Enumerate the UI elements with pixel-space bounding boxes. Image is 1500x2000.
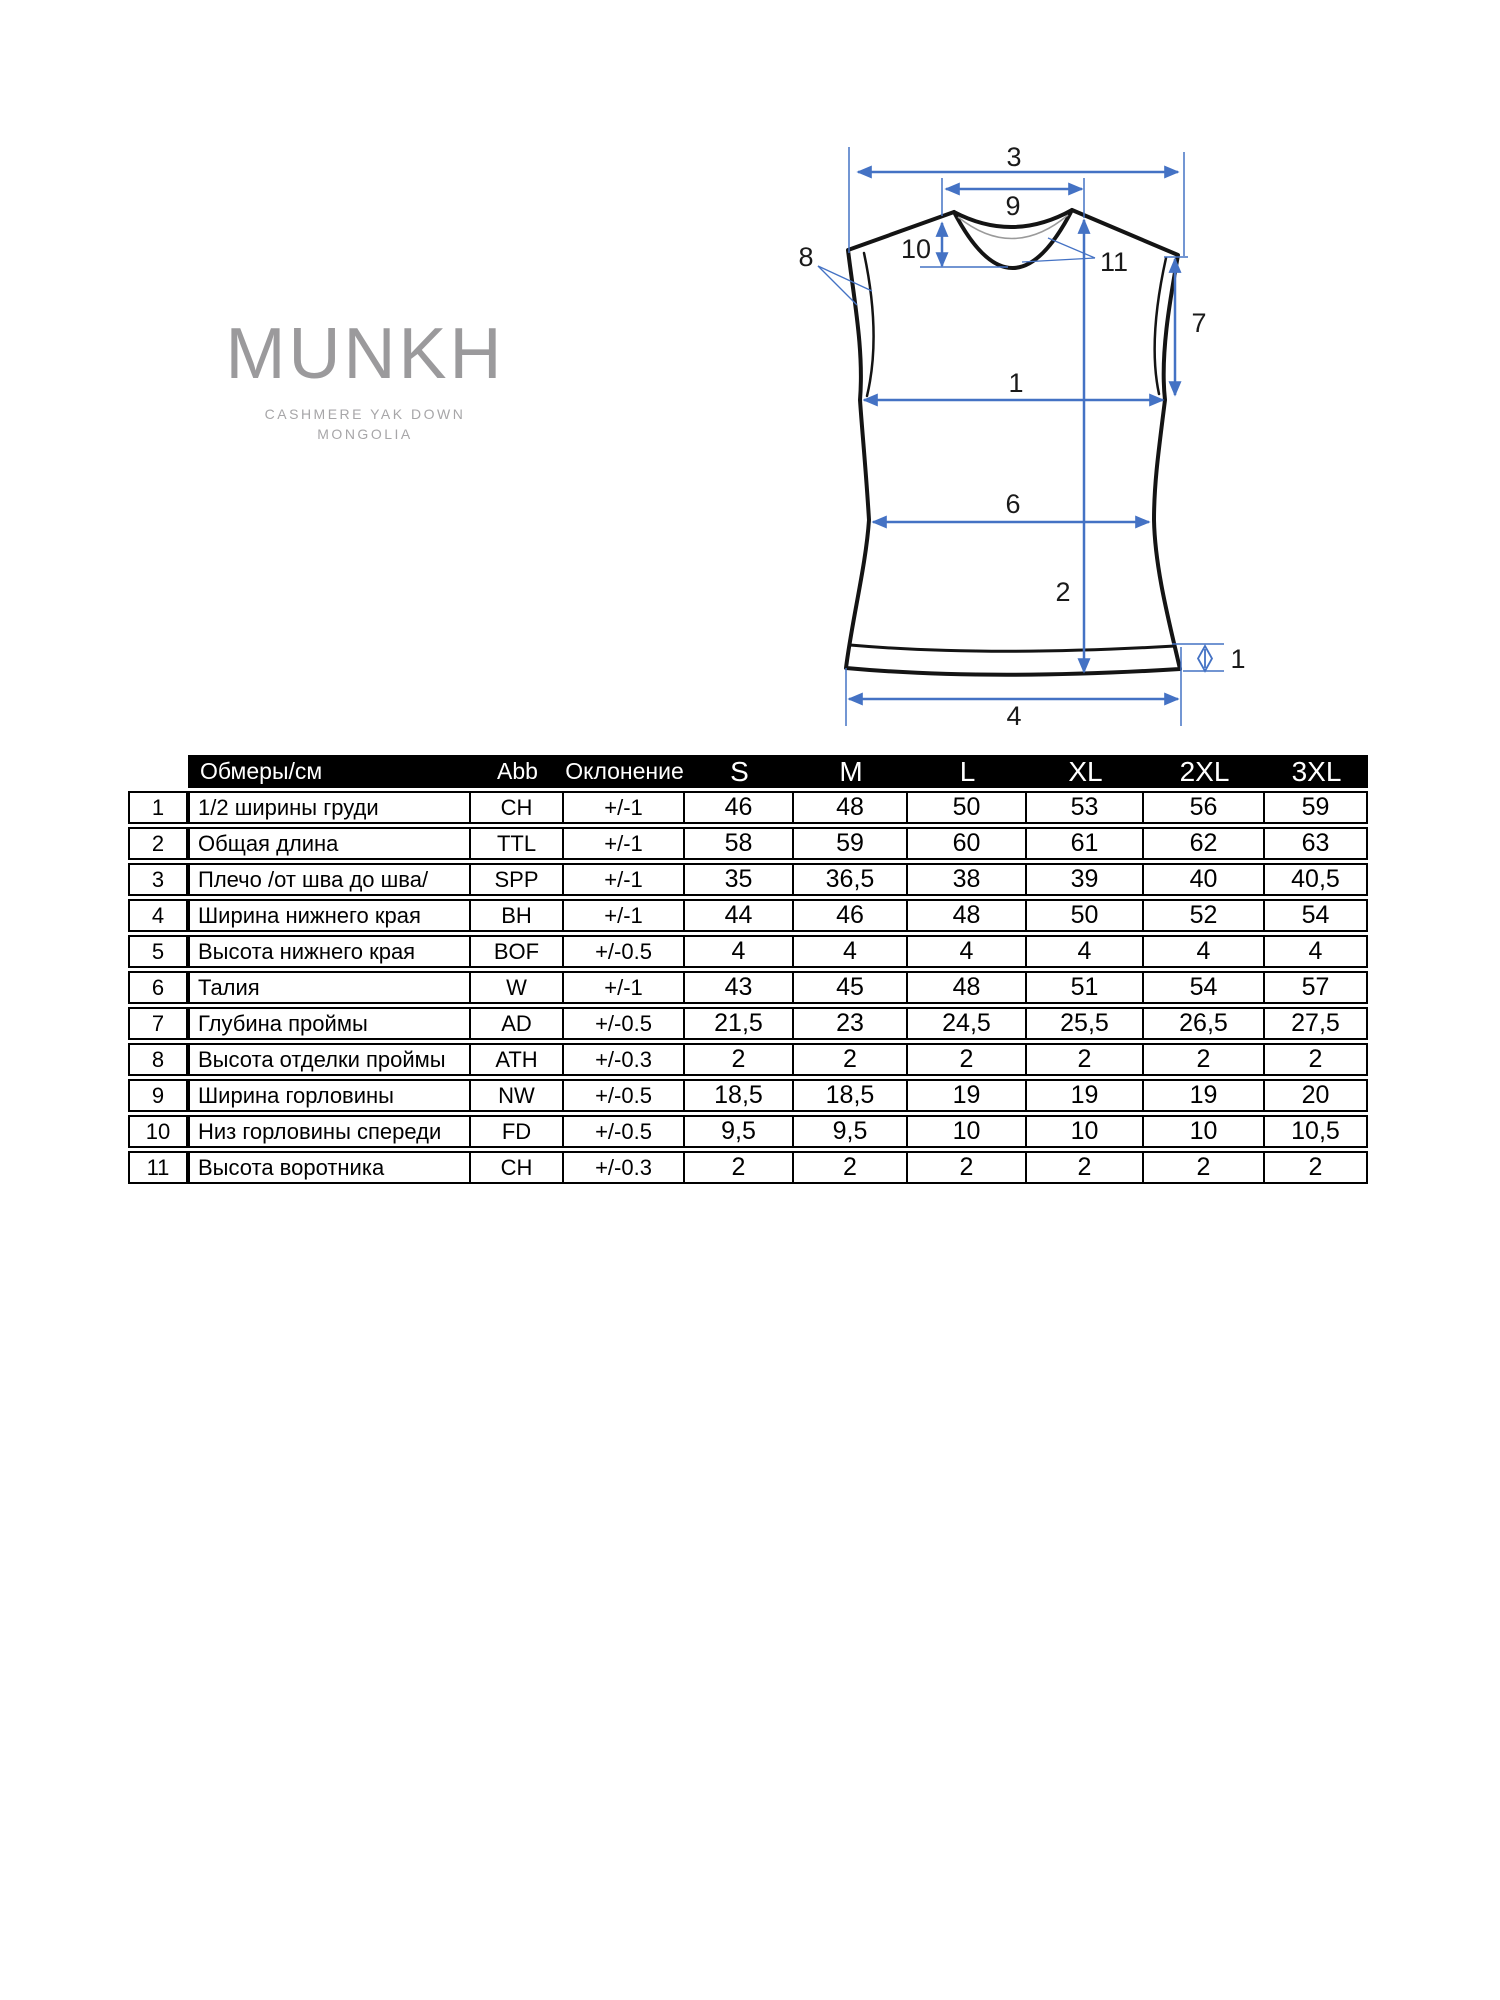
abbreviation-cell: AD (471, 1007, 564, 1040)
value-cell-l: 4 (908, 935, 1027, 968)
header-size-2xl: 2XL (1144, 755, 1265, 788)
label-chest-width: 1 (1008, 368, 1024, 398)
value-cell-m: 36,5 (794, 863, 908, 896)
value-cell-3xl: 10,5 (1265, 1115, 1368, 1148)
size-table (128, 752, 1368, 1187)
value-cell-3xl: 2 (1265, 1043, 1368, 1076)
abbreviation-cell: BOF (471, 935, 564, 968)
tolerance-cell: +/-1 (564, 863, 685, 896)
abbreviation-cell: ATH (471, 1043, 564, 1076)
measure-name-cell: Высота отделки проймы (188, 1043, 471, 1076)
value-cell-l: 24,5 (908, 1007, 1027, 1040)
row-number-cell: 2 (128, 827, 188, 860)
value-cell-3xl: 27,5 (1265, 1007, 1368, 1040)
value-cell-m: 45 (794, 971, 908, 1004)
value-cell-3xl: 4 (1265, 935, 1368, 968)
label-total-length: 2 (1055, 577, 1071, 607)
abbreviation-cell: NW (471, 1079, 564, 1112)
tolerance-cell: +/-0.3 (564, 1151, 685, 1184)
value-cell-l: 10 (908, 1115, 1027, 1148)
value-cell-s: 4 (685, 935, 794, 968)
value-cell-m: 23 (794, 1007, 908, 1040)
measure-name-cell: Высота воротника (188, 1151, 471, 1184)
table-row (128, 1079, 1368, 1112)
value-cell-2xl: 56 (1144, 791, 1265, 824)
value-cell-3xl: 2 (1265, 1151, 1368, 1184)
table-row (128, 1007, 1368, 1040)
value-cell-s: 2 (685, 1151, 794, 1184)
measure-name-cell: Общая длина (188, 827, 471, 860)
brand-block (200, 314, 530, 445)
table-row (128, 791, 1368, 824)
tolerance-cell: +/-0.5 (564, 1007, 685, 1040)
label-armhole-trim: 8 (798, 242, 814, 272)
tolerance-cell: +/-1 (564, 971, 685, 1004)
measure-name-cell: Ширина горловины (188, 1079, 471, 1112)
value-cell-m: 4 (794, 935, 908, 968)
value-cell-l: 38 (908, 863, 1027, 896)
value-cell-s: 43 (685, 971, 794, 1004)
label-bottom-width: 4 (1006, 701, 1022, 731)
measure-name-cell: Талия (188, 971, 471, 1004)
measure-name-cell: Плечо /от шва до шва/ (188, 863, 471, 896)
value-cell-xl: 53 (1027, 791, 1144, 824)
tolerance-cell: +/-0.5 (564, 1079, 685, 1112)
value-cell-3xl: 54 (1265, 899, 1368, 932)
row-number-cell: 1 (128, 791, 188, 824)
value-cell-2xl: 4 (1144, 935, 1265, 968)
value-cell-s: 21,5 (685, 1007, 794, 1040)
label-bottom-band-height: 1 (1230, 644, 1246, 674)
garment-silhouette (846, 210, 1180, 675)
table-row (128, 1043, 1368, 1076)
row-number-cell: 11 (128, 1151, 188, 1184)
tolerance-cell: +/-1 (564, 827, 685, 860)
value-cell-2xl: 40 (1144, 863, 1265, 896)
tolerance-cell: +/-0.3 (564, 1043, 685, 1076)
row-number-cell: 10 (128, 1115, 188, 1148)
value-cell-2xl: 10 (1144, 1115, 1265, 1148)
brand-tagline-line2: MONGOLIA (317, 426, 413, 443)
value-cell-s: 44 (685, 899, 794, 932)
value-cell-s: 46 (685, 791, 794, 824)
value-cell-m: 18,5 (794, 1079, 908, 1112)
value-cell-3xl: 20 (1265, 1079, 1368, 1112)
table-row (128, 1115, 1368, 1148)
value-cell-3xl: 57 (1265, 971, 1368, 1004)
value-cell-xl: 2 (1027, 1151, 1144, 1184)
table-row (128, 1151, 1368, 1184)
garment-diagram (780, 100, 1270, 750)
value-cell-3xl: 63 (1265, 827, 1368, 860)
value-cell-3xl: 40,5 (1265, 863, 1368, 896)
header-size-m: M (794, 755, 908, 788)
size-table-body (128, 791, 1368, 1184)
brand-tagline (200, 404, 530, 445)
abbreviation-cell: CH (471, 791, 564, 824)
header-size-3xl: 3XL (1265, 755, 1368, 788)
row-number-cell: 8 (128, 1043, 188, 1076)
label-front-neck-drop: 10 (900, 234, 932, 264)
header-size-xl: XL (1027, 755, 1144, 788)
value-cell-l: 50 (908, 791, 1027, 824)
abbreviation-cell: FD (471, 1115, 564, 1148)
value-cell-l: 19 (908, 1079, 1027, 1112)
value-cell-m: 59 (794, 827, 908, 860)
abbreviation-cell: CH (471, 1151, 564, 1184)
row-number-cell: 4 (128, 899, 188, 932)
value-cell-l: 2 (908, 1043, 1027, 1076)
header-size-l: L (908, 755, 1027, 788)
tolerance-cell: +/-0.5 (564, 935, 685, 968)
header-size-s: S (685, 755, 794, 788)
abbreviation-cell: SPP (471, 863, 564, 896)
value-cell-l: 60 (908, 827, 1027, 860)
table-row (128, 863, 1368, 896)
value-cell-xl: 51 (1027, 971, 1144, 1004)
abbreviation-cell: BH (471, 899, 564, 932)
brand-logo: MUNKH (225, 314, 505, 394)
value-cell-s: 9,5 (685, 1115, 794, 1148)
row-number-cell: 5 (128, 935, 188, 968)
abbreviation-cell: TTL (471, 827, 564, 860)
tolerance-cell: +/-0.5 (564, 1115, 685, 1148)
abbreviation-cell: W (471, 971, 564, 1004)
value-cell-2xl: 2 (1144, 1043, 1265, 1076)
measure-name-cell: Ширина нижнего края (188, 899, 471, 932)
table-row (128, 971, 1368, 1004)
value-cell-m: 2 (794, 1151, 908, 1184)
row-number-cell: 6 (128, 971, 188, 1004)
brand-tagline-line1: CASHMERE YAK DOWN (264, 406, 466, 422)
label-shoulder-width: 3 (1006, 142, 1022, 172)
table-header-row (128, 755, 1368, 788)
value-cell-xl: 19 (1027, 1079, 1144, 1112)
row-number-cell: 3 (128, 863, 188, 896)
value-cell-2xl: 54 (1144, 971, 1265, 1004)
value-cell-l: 48 (908, 971, 1027, 1004)
measure-name-cell: Высота нижнего края (188, 935, 471, 968)
value-cell-xl: 50 (1027, 899, 1144, 932)
measure-name-cell: Низ горловины спереди (188, 1115, 471, 1148)
tolerance-cell: +/-1 (564, 791, 685, 824)
value-cell-xl: 10 (1027, 1115, 1144, 1148)
garment-outline (846, 210, 1180, 675)
value-cell-s: 2 (685, 1043, 794, 1076)
tolerance-cell: +/-1 (564, 899, 685, 932)
table-row (128, 899, 1368, 932)
header-measure: Обмеры/см (188, 755, 471, 788)
value-cell-s: 58 (685, 827, 794, 860)
measure-name-cell: Глубина проймы (188, 1007, 471, 1040)
value-cell-s: 18,5 (685, 1079, 794, 1112)
value-cell-2xl: 19 (1144, 1079, 1265, 1112)
row-number-cell: 9 (128, 1079, 188, 1112)
value-cell-2xl: 26,5 (1144, 1007, 1265, 1040)
header-abb: Abb (471, 755, 564, 788)
table-corner-cell (128, 755, 188, 788)
measure-name-cell: 1/2 ширины груди (188, 791, 471, 824)
value-cell-xl: 2 (1027, 1043, 1144, 1076)
value-cell-m: 9,5 (794, 1115, 908, 1148)
value-cell-2xl: 2 (1144, 1151, 1265, 1184)
value-cell-xl: 25,5 (1027, 1007, 1144, 1040)
row-number-cell: 7 (128, 1007, 188, 1040)
value-cell-xl: 4 (1027, 935, 1144, 968)
value-cell-xl: 61 (1027, 827, 1144, 860)
label-armhole-depth: 7 (1191, 308, 1207, 338)
table-row (128, 827, 1368, 860)
value-cell-m: 2 (794, 1043, 908, 1076)
label-waist-width: 6 (1005, 489, 1021, 519)
header-tolerance: Оклонение (564, 755, 685, 788)
value-cell-l: 2 (908, 1151, 1027, 1184)
value-cell-2xl: 62 (1144, 827, 1265, 860)
value-cell-3xl: 59 (1265, 791, 1368, 824)
value-cell-m: 48 (794, 791, 908, 824)
value-cell-xl: 39 (1027, 863, 1144, 896)
label-neck-width: 9 (1005, 191, 1021, 221)
value-cell-2xl: 52 (1144, 899, 1265, 932)
value-cell-l: 48 (908, 899, 1027, 932)
table-row (128, 935, 1368, 968)
value-cell-s: 35 (685, 863, 794, 896)
label-collar: 11 (1099, 247, 1129, 277)
value-cell-m: 46 (794, 899, 908, 932)
